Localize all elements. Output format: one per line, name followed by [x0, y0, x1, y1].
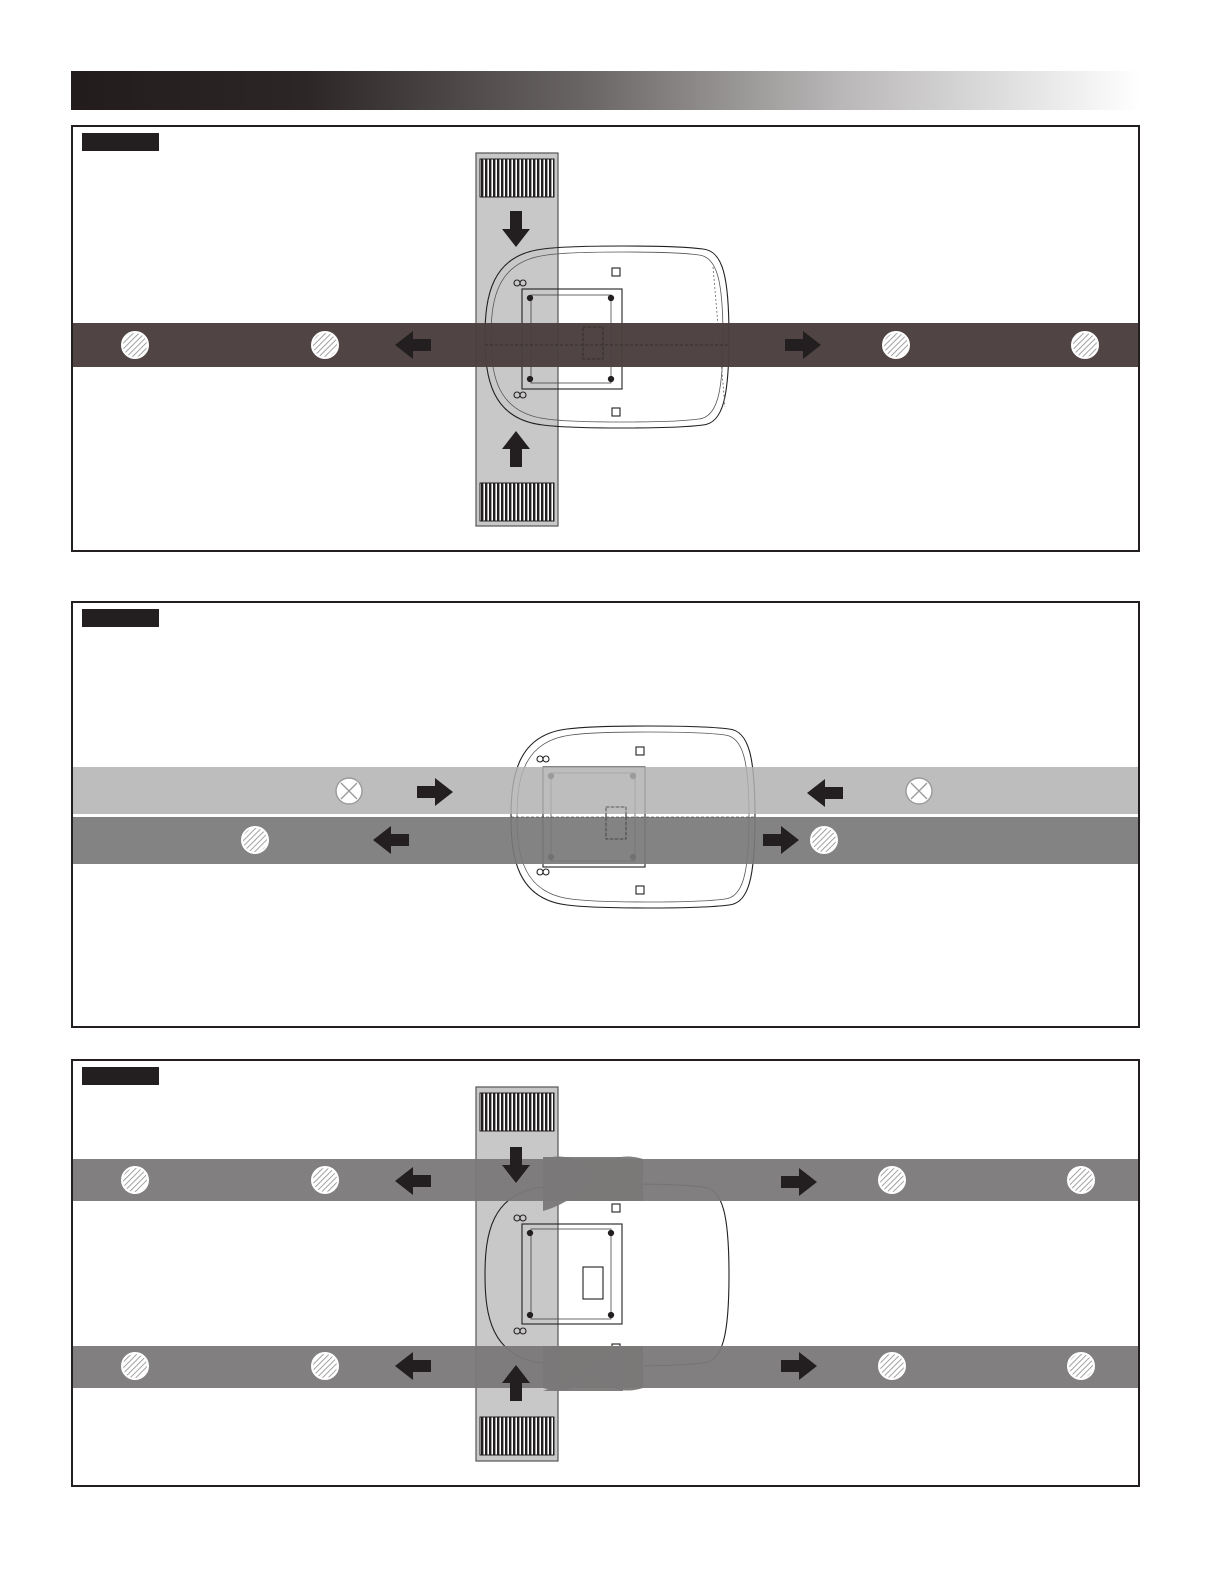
- fan-icon: [879, 1353, 905, 1379]
- fan-icon: [312, 1167, 338, 1193]
- fan-icon: [883, 332, 909, 358]
- fan-icon: [122, 332, 148, 358]
- diagram-panel-1: [71, 125, 1140, 552]
- airflow-diagram-3: [73, 1061, 1140, 1487]
- fan-icon: [879, 1167, 905, 1193]
- fan-icon: [1072, 332, 1098, 358]
- fan-icon: [1068, 1167, 1094, 1193]
- fan-icon: [122, 1353, 148, 1379]
- diagram-panel-2: [71, 601, 1140, 1028]
- intake-fan-icon: [906, 778, 932, 804]
- fan-icon: [242, 827, 268, 853]
- airflow-diagram-1: [73, 127, 1140, 552]
- header-bar: [71, 71, 1141, 110]
- diagram-panel-3: [71, 1059, 1140, 1487]
- exhaust-band: [73, 817, 1140, 864]
- airflow-diagram-2: [73, 603, 1140, 1028]
- ceiling-vent-column: [476, 1087, 558, 1461]
- fan-icon: [811, 827, 837, 853]
- intake-fan-icon: [336, 778, 362, 804]
- fan-icon: [122, 1167, 148, 1193]
- fan-icon: [312, 1353, 338, 1379]
- fan-icon: [1068, 1353, 1094, 1379]
- fan-icon: [312, 332, 338, 358]
